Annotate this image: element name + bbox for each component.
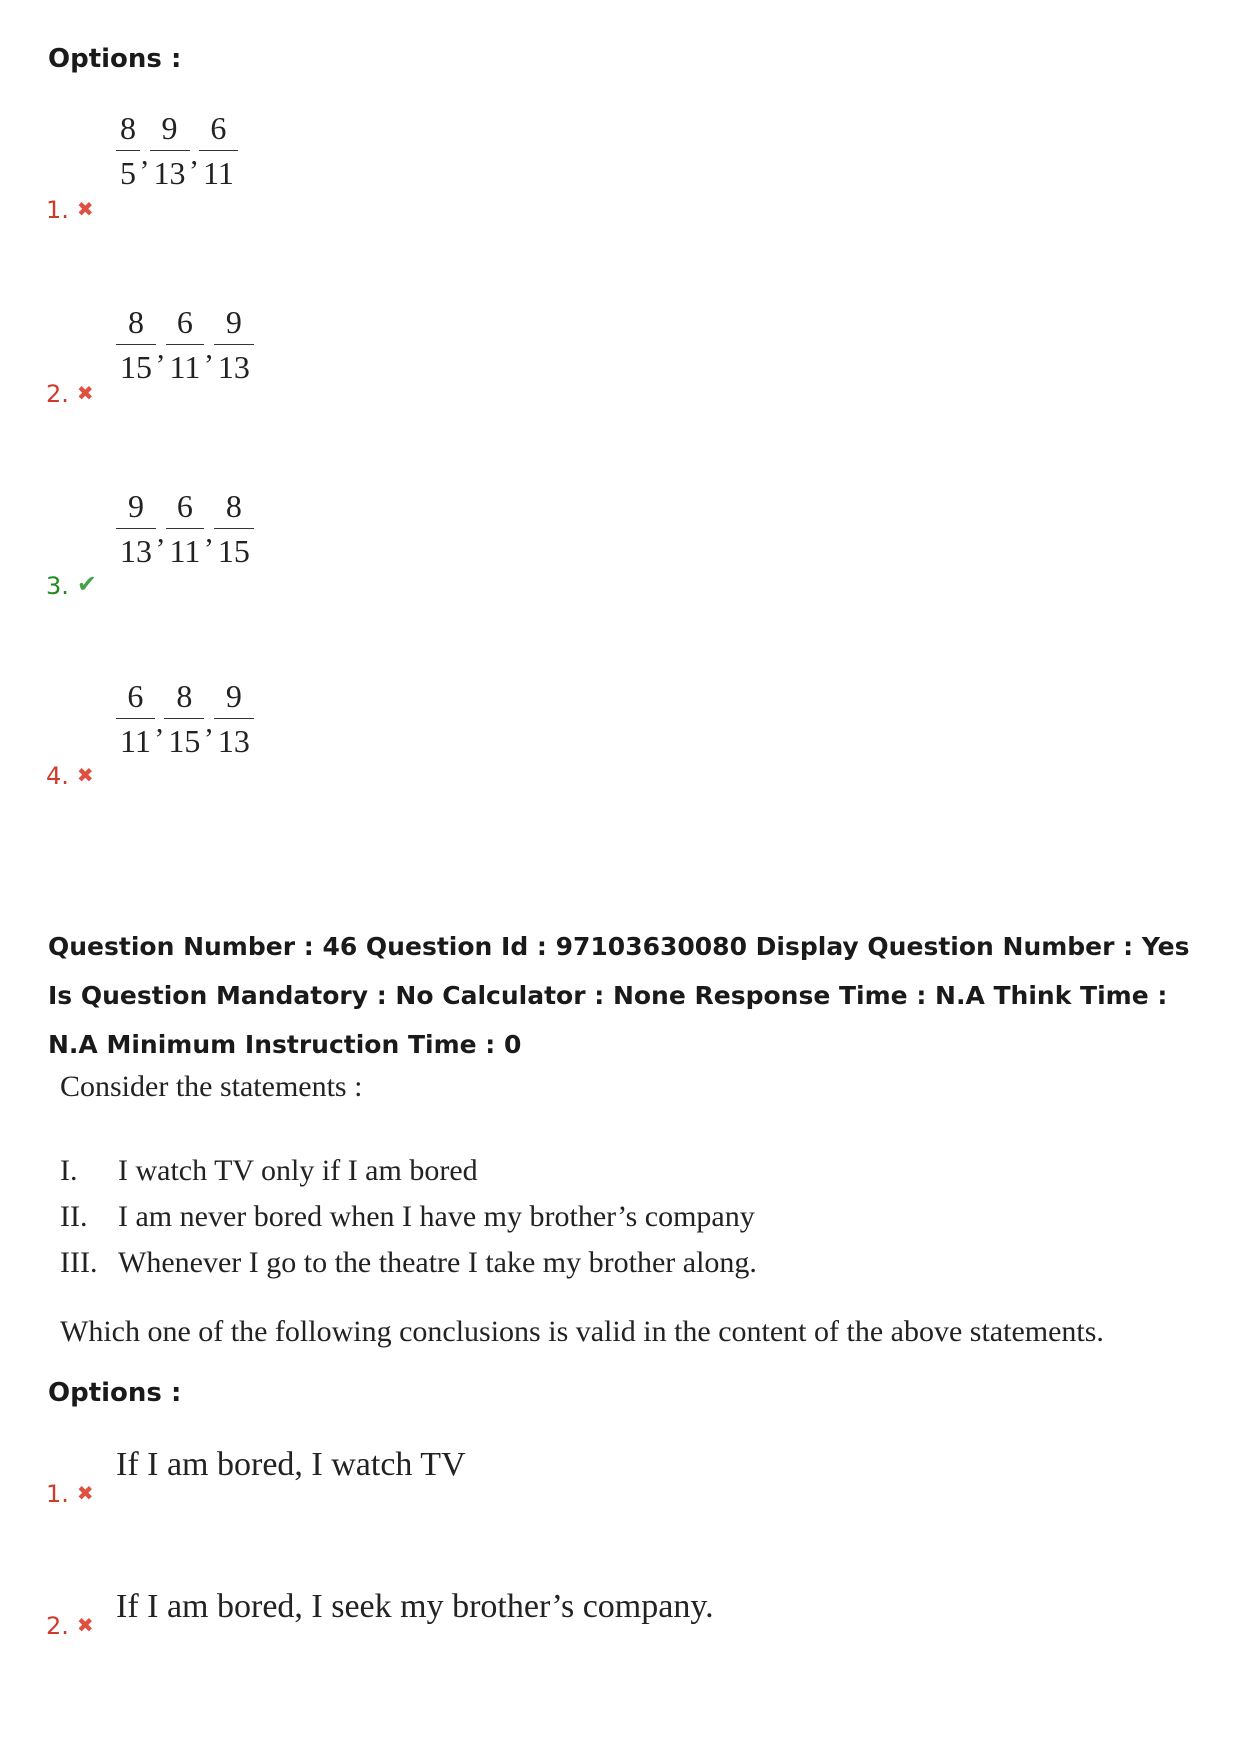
prev-option-1-fractions: [116, 112, 238, 189]
fraction: [116, 490, 156, 567]
fraction-denominator: 13: [214, 718, 254, 757]
prev-option-4-fractions: [116, 680, 254, 757]
wrong-mark-icon: ✖: [76, 197, 94, 221]
fraction: [164, 680, 204, 757]
fraction-numerator: 8: [176, 678, 193, 714]
fraction: [214, 680, 254, 757]
fraction: [166, 306, 205, 383]
fraction: [116, 112, 140, 189]
statement-list: [60, 1148, 757, 1286]
statement-number: III.: [60, 1246, 98, 1279]
fraction-numerator: 9: [128, 488, 144, 524]
options-label: Options :: [48, 1378, 182, 1408]
options-label: Options :: [48, 44, 182, 74]
fraction-denominator: 5: [116, 150, 140, 189]
option-1-number: [46, 1480, 94, 1508]
fraction-numerator: 8: [120, 110, 136, 146]
option-2-text: If I am bored, I seek my brother’s company.: [116, 1588, 714, 1625]
fraction-denominator: 13: [214, 344, 254, 383]
comma-separator: ,: [157, 331, 165, 365]
wrong-mark-icon: ✖: [76, 381, 94, 405]
comma-separator: ,: [205, 515, 213, 549]
fraction: [166, 490, 205, 567]
fraction-denominator: 13: [116, 528, 156, 567]
option-number: 2.: [46, 1612, 69, 1640]
fraction-numerator: 8: [128, 304, 144, 340]
statement-item: [60, 1240, 757, 1286]
prev-option-2-number: [46, 380, 94, 408]
prev-option-2-fractions: [116, 306, 254, 383]
question-intro: Consider the statements :: [60, 1070, 363, 1103]
statement-number: I.: [60, 1154, 78, 1187]
comma-separator: ,: [205, 331, 213, 365]
fraction-numerator: 6: [176, 488, 193, 524]
statement-text: I watch TV only if I am bored: [118, 1154, 478, 1187]
fraction-numerator: 9: [225, 678, 242, 714]
fraction: [116, 680, 155, 757]
prev-option-3-fractions: [116, 490, 254, 567]
option-number: 1.: [46, 196, 69, 224]
fraction: [214, 490, 254, 567]
fraction-numerator: 9: [161, 110, 178, 146]
comma-separator: ,: [155, 705, 164, 739]
comma-separator: ,: [190, 137, 198, 171]
fraction: [214, 306, 254, 383]
option-number: 2.: [46, 380, 69, 408]
fraction-denominator: 11: [116, 718, 155, 757]
option-1-text: If I am bored, I watch TV: [116, 1446, 466, 1483]
statement-text: I am never bored when I have my brother’s company: [118, 1200, 755, 1233]
fraction-denominator: 13: [150, 150, 190, 189]
fraction-denominator: 15: [164, 718, 204, 757]
fraction-denominator: 11: [166, 344, 205, 383]
fraction-numerator: 9: [225, 304, 242, 340]
fraction: [150, 112, 190, 189]
fraction: [116, 306, 156, 383]
comma-separator: ,: [141, 137, 149, 171]
option-2-number: [46, 1612, 94, 1640]
comma-separator: ,: [205, 705, 213, 739]
fraction-denominator: 11: [166, 528, 205, 567]
fraction-denominator: 15: [214, 528, 254, 567]
statement-item: [60, 1194, 757, 1240]
prev-option-3-number: [46, 570, 97, 600]
comma-separator: ,: [157, 515, 165, 549]
statement-number: II.: [60, 1200, 88, 1233]
prev-option-1-number: [46, 196, 94, 224]
fraction-numerator: 6: [210, 110, 227, 146]
statement-item: [60, 1148, 757, 1194]
question-header: Question Number : 46 Question Id : 97103630080 Display Question Number : Yes Is Question Mandatory : No Calculator : None Response Time : N.A Think Time : N.A Minimum Instruction Time : 0: [48, 932, 1190, 1059]
fraction-numerator: 6: [176, 304, 193, 340]
question-prompt: Which one of the following conclusions is valid in the content of the above statements.: [60, 1315, 1104, 1348]
prev-option-4-number: [46, 762, 94, 790]
fraction-denominator: 15: [116, 344, 156, 383]
wrong-mark-icon: ✖: [76, 763, 94, 787]
statement-text: Whenever I go to the theatre I take my brother along.: [118, 1246, 757, 1279]
option-number: 4.: [46, 762, 69, 790]
wrong-mark-icon: ✖: [76, 1613, 94, 1637]
wrong-mark-icon: ✖: [76, 1481, 94, 1505]
fraction-numerator: 6: [127, 678, 144, 714]
fraction: [199, 112, 238, 189]
fraction-denominator: 11: [199, 150, 238, 189]
option-number: 1.: [46, 1480, 69, 1508]
check-mark-icon: ✔: [76, 570, 98, 598]
option-number: 3.: [46, 572, 69, 600]
fraction-numerator: 8: [225, 488, 242, 524]
